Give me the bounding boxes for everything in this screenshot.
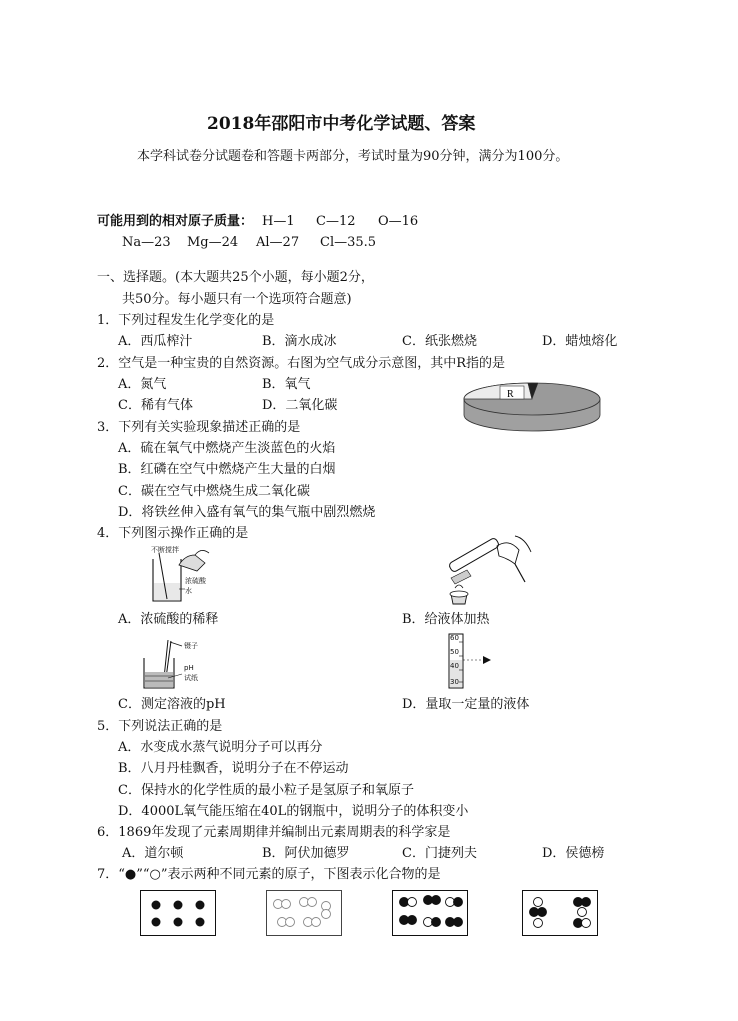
option: C．门捷列夫 [402,846,477,861]
particle-box-d [522,890,598,936]
question-stem: 7．“●”“○”表示两种不同元素的原子，下图表示化合物的是 [97,867,441,882]
option: D．蜡烛熔化 [542,334,618,349]
option: B．滴水成冰 [262,334,337,349]
option: A．氮气 [118,377,167,392]
option: A．浓硫酸的稀释 [118,612,219,627]
option: B．八月丹桂飘香，说明分子在不停运动 [118,761,349,776]
particle-box-b [266,890,342,936]
section-note: 共50分。每小题只有一个选项符合题意) [122,292,352,307]
label-acid: 浓硫酸 [185,577,206,585]
label-water: 水 [185,587,192,595]
option: C．测定溶液的pH [118,697,226,712]
question-stem: 3．下列有关实验现象描述正确的是 [97,420,301,435]
heating-figure [437,530,537,608]
cylinder-reading-figure [445,632,505,690]
page-title: 2018年邵阳市中考化学试题、答案 [207,114,476,134]
option: A．硫在氧气中燃烧产生淡蓝色的火焰 [118,441,336,456]
label-stir: 不断搅拌 [151,546,179,554]
particle-box-a [140,890,216,936]
option: B．红磷在空气中燃烧产生大量的白烟 [118,462,336,477]
question-stem: 6．1869年发现了元素周期律并编制出元素周期表的科学家是 [97,825,451,840]
atomic-mass: Mg—24 [187,235,239,250]
atomic-mass: Al—27 [256,235,300,250]
label-tweezers: 镊子 [184,642,198,650]
tick-label: 30 [450,678,459,686]
particle-box-c [392,890,468,936]
atomic-mass: H—1 [262,214,295,229]
option: D．4000L氧气能压缩在40L的钢瓶中，说明分子的体积变小 [118,804,469,819]
air-composition-pie-figure [462,375,602,437]
option: D．将铁丝伸入盛有氧气的集气瓶中剧烈燃烧 [118,505,376,520]
question-stem: 5．下列说法正确的是 [97,719,223,734]
atomic-mass: C—12 [316,214,356,229]
option: A．水变成水蒸气说明分子可以再分 [118,740,323,755]
tick-label: 40 [450,662,459,670]
option: D．量取一定量的液体 [402,697,530,712]
exam-info: 本学科试卷分试题卷和答题卡两部分，考试时量为90分钟，满分为100分。 [137,149,569,164]
atomic-mass-label: 可能用到的相对原子质量： [97,214,254,229]
atomic-mass: O—16 [378,214,419,229]
option: A．道尔顿 [122,846,184,861]
tick-label: 60 [450,634,459,642]
option: C．保持水的化学性质的最小粒子是氢原子和氧原子 [118,783,414,798]
option: B．阿伏加德罗 [262,846,350,861]
option: B．给液体加热 [402,612,490,627]
option: B．氧气 [262,377,311,392]
atomic-mass: Cl—35.5 [320,235,377,250]
question-stem: 4．下列图示操作正确的是 [97,526,249,541]
section-heading: 一、选择题。(本大题共25个小题，每小题2分， [97,270,374,285]
option: A．西瓜榨汁 [118,334,193,349]
question-stem: 2．空气是一种宝贵的自然资源。右图为空气成分示意图，其中R指的是 [97,356,506,371]
option: D．侯德榜 [542,846,605,861]
dilution-figure [145,543,225,607]
option: D．二氧化碳 [262,398,338,413]
ph-test-figure [140,638,220,692]
option: C．纸张燃烧 [402,334,477,349]
question-stem: 1．下列过程发生化学变化的是 [97,313,275,328]
label-paper: 试纸 [184,674,198,682]
option: C．稀有气体 [118,398,193,413]
option: C．碳在空气中燃烧生成二氧化碳 [118,484,310,499]
label-ph: pH [184,664,194,672]
pie-label-r: R [507,389,514,400]
tick-label: 50 [450,648,459,656]
atomic-mass: Na—23 [122,235,171,250]
